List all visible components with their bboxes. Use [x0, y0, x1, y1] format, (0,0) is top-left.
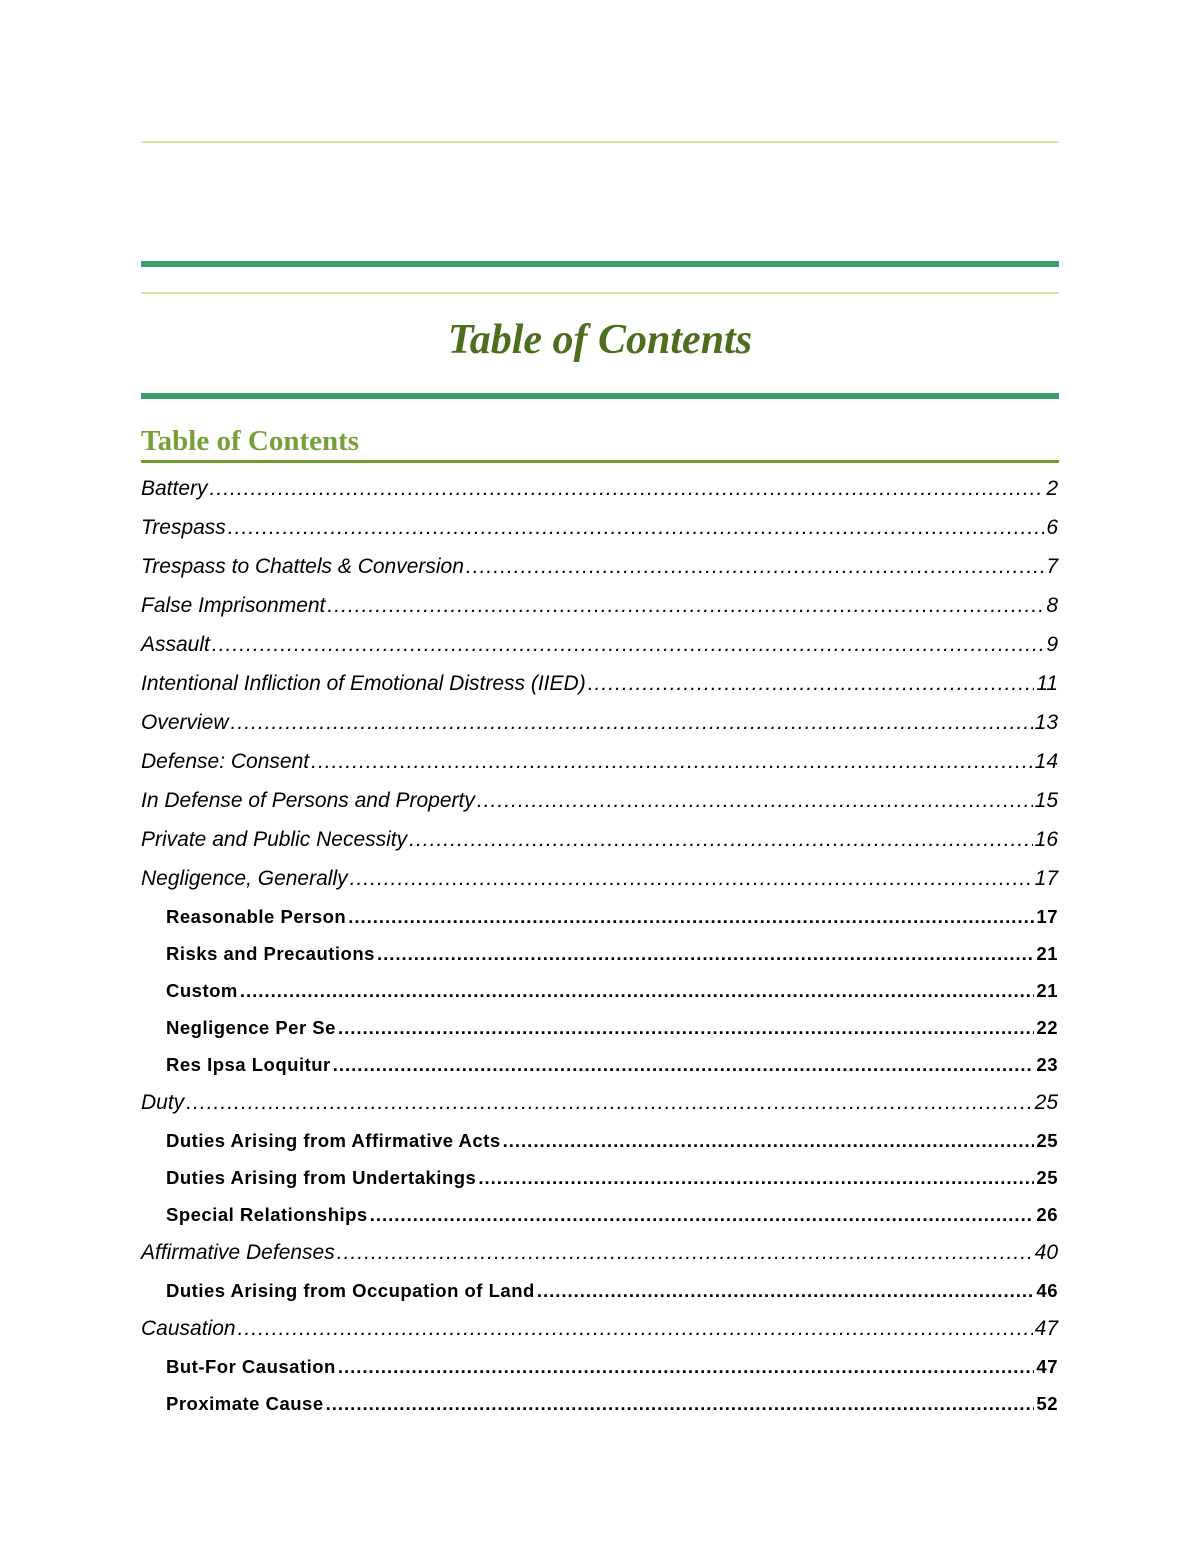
toc-entry-label[interactable]: Causation	[141, 1317, 236, 1340]
toc-entry-label[interactable]: Battery	[141, 477, 208, 500]
toc-dot-leader	[338, 1011, 1034, 1045]
toc-page-number[interactable]: 9	[1046, 633, 1058, 656]
toc-dot-leader	[333, 1048, 1035, 1082]
toc-dot-leader	[588, 666, 1035, 702]
toc-page-number[interactable]: 21	[1036, 980, 1058, 1001]
toc-entry-label[interactable]: Intentional Infliction of Emotional Distress (IIED)	[141, 672, 586, 695]
toc-subentry[interactable]	[141, 1011, 1058, 1048]
toc-dot-leader	[186, 1085, 1032, 1121]
toc-entry[interactable]	[141, 861, 1058, 900]
toc-subentry[interactable]	[141, 1124, 1058, 1161]
toc-dot-leader	[338, 1350, 1035, 1384]
toc-dot-leader	[377, 937, 1034, 971]
toc-entry-label[interactable]: Trespass to Chattels & Conversion	[141, 555, 464, 578]
toc-entry-label[interactable]: Duty	[141, 1091, 185, 1114]
toc-page-number[interactable]: 22	[1036, 1017, 1058, 1038]
toc-page-number[interactable]: 16	[1034, 828, 1058, 851]
toc-page-number[interactable]: 40	[1034, 1241, 1058, 1264]
toc-dot-leader	[370, 1198, 1035, 1232]
document-title: Table of Contents	[447, 317, 753, 363]
toc-entry-label[interactable]: In Defense of Persons and Property	[141, 789, 475, 812]
toc-dot-leader	[348, 900, 1034, 934]
toc-entry[interactable]	[141, 510, 1058, 549]
toc-dot-leader	[240, 974, 1035, 1008]
toc-entry[interactable]	[141, 705, 1058, 744]
toc-entry[interactable]	[141, 783, 1058, 822]
toc-entry-label[interactable]: Special Relationships	[166, 1204, 368, 1225]
toc-page-number[interactable]: 25	[1036, 1130, 1058, 1151]
toc-entry-label[interactable]: Defense: Consent	[141, 750, 310, 773]
toc-entry-label[interactable]: Private and Public Necessity	[141, 828, 408, 851]
title-bottom-thick-rule	[141, 393, 1059, 399]
toc-dot-leader	[350, 861, 1033, 897]
toc-dot-leader	[466, 549, 1044, 585]
toc-subentry[interactable]	[141, 1350, 1058, 1387]
toc-entry-label[interactable]: False Imprisonment	[141, 594, 326, 617]
toc-dot-leader	[231, 705, 1033, 741]
toc-page-number[interactable]: 14	[1034, 750, 1058, 773]
toc-page-number[interactable]: 26	[1036, 1204, 1058, 1225]
toc-dot-leader	[212, 627, 1044, 663]
toc-entry-label[interactable]: But-For Causation	[166, 1356, 336, 1377]
toc-entry-label[interactable]: Overview	[141, 711, 229, 734]
toc-entry[interactable]	[141, 471, 1058, 510]
toc-entry-label[interactable]: Assault	[141, 633, 210, 656]
title-top-thin-rule	[141, 292, 1059, 294]
toc-page-number[interactable]: 13	[1034, 711, 1058, 734]
toc-entry[interactable]	[141, 549, 1058, 588]
toc-page-number[interactable]: 46	[1036, 1280, 1058, 1301]
toc-subentry[interactable]	[141, 1387, 1058, 1424]
toc-subentry[interactable]	[141, 900, 1058, 937]
toc-entry-label[interactable]: Duties Arising from Undertakings	[166, 1167, 477, 1188]
toc-dot-leader	[326, 1387, 1035, 1421]
toc-heading: Table of Contents	[141, 422, 1059, 463]
toc-subentry[interactable]	[141, 1198, 1058, 1235]
toc-entry-label[interactable]: Negligence Per Se	[166, 1017, 336, 1038]
toc-entry-label[interactable]: Affirmative Defenses	[141, 1241, 335, 1264]
toc-entry-label[interactable]: Trespass	[141, 516, 226, 539]
toc-page-number[interactable]: 23	[1036, 1054, 1058, 1075]
header-thin-rule	[141, 141, 1059, 143]
toc-entry-label[interactable]: Res Ipsa Loquitur	[166, 1054, 331, 1075]
toc-list	[141, 471, 1058, 1424]
toc-page-number[interactable]: 17	[1034, 867, 1058, 890]
toc-dot-leader	[409, 822, 1033, 858]
toc-entry[interactable]	[141, 627, 1058, 666]
toc-dot-leader	[210, 471, 1045, 507]
toc-page-number[interactable]: 15	[1034, 789, 1058, 812]
toc-page-number[interactable]: 47	[1036, 1356, 1058, 1377]
toc-dot-leader	[238, 1311, 1033, 1347]
toc-page-number[interactable]: 11	[1036, 672, 1058, 695]
toc-dot-leader	[478, 1161, 1034, 1195]
toc-dot-leader	[503, 1124, 1035, 1158]
toc-entry[interactable]	[141, 588, 1058, 627]
toc-entry[interactable]	[141, 1311, 1058, 1350]
toc-entry-label[interactable]: Custom	[166, 980, 238, 1001]
toc-entry[interactable]	[141, 744, 1058, 783]
toc-page-number[interactable]: 47	[1034, 1317, 1058, 1340]
toc-subentry[interactable]	[141, 937, 1058, 974]
toc-dot-leader	[228, 510, 1045, 546]
toc-entry-label[interactable]: Duties Arising from Affirmative Acts	[166, 1130, 501, 1151]
toc-entry[interactable]	[141, 1085, 1058, 1124]
toc-page-number[interactable]: 6	[1046, 516, 1058, 539]
toc-page-number[interactable]: 8	[1046, 594, 1058, 617]
toc-entry[interactable]	[141, 1235, 1058, 1274]
toc-dot-leader	[537, 1274, 1035, 1308]
toc-page-number[interactable]: 52	[1036, 1393, 1058, 1414]
toc-entry-label[interactable]: Proximate Cause	[166, 1393, 324, 1414]
toc-dot-leader	[477, 783, 1033, 819]
toc-page-number[interactable]: 25	[1034, 1091, 1058, 1114]
toc-subentry[interactable]	[141, 974, 1058, 1011]
toc-page-number[interactable]: 25	[1036, 1167, 1058, 1188]
toc-dot-leader	[337, 1235, 1033, 1271]
toc-subentry[interactable]	[141, 1161, 1058, 1198]
toc-page-number[interactable]: 7	[1046, 555, 1058, 578]
toc-dot-leader	[311, 744, 1033, 780]
toc-entry-label[interactable]: Duties Arising from Occupation of Land	[166, 1280, 535, 1301]
toc-entry-label[interactable]: Negligence, Generally	[141, 867, 348, 890]
toc-page-number[interactable]: 17	[1036, 906, 1058, 927]
toc-subentry[interactable]	[141, 1048, 1058, 1085]
toc-subentry[interactable]	[141, 1274, 1058, 1311]
toc-entry[interactable]	[141, 822, 1058, 861]
toc-page-number[interactable]: 21	[1036, 943, 1058, 964]
toc-entry-label[interactable]: Reasonable Person	[166, 906, 347, 927]
toc-entry-label[interactable]: Risks and Precautions	[166, 943, 375, 964]
toc-entry[interactable]	[141, 666, 1058, 705]
toc-dot-leader	[327, 588, 1044, 624]
title-top-thick-rule	[141, 261, 1059, 267]
toc-page-number[interactable]: 2	[1046, 477, 1058, 500]
